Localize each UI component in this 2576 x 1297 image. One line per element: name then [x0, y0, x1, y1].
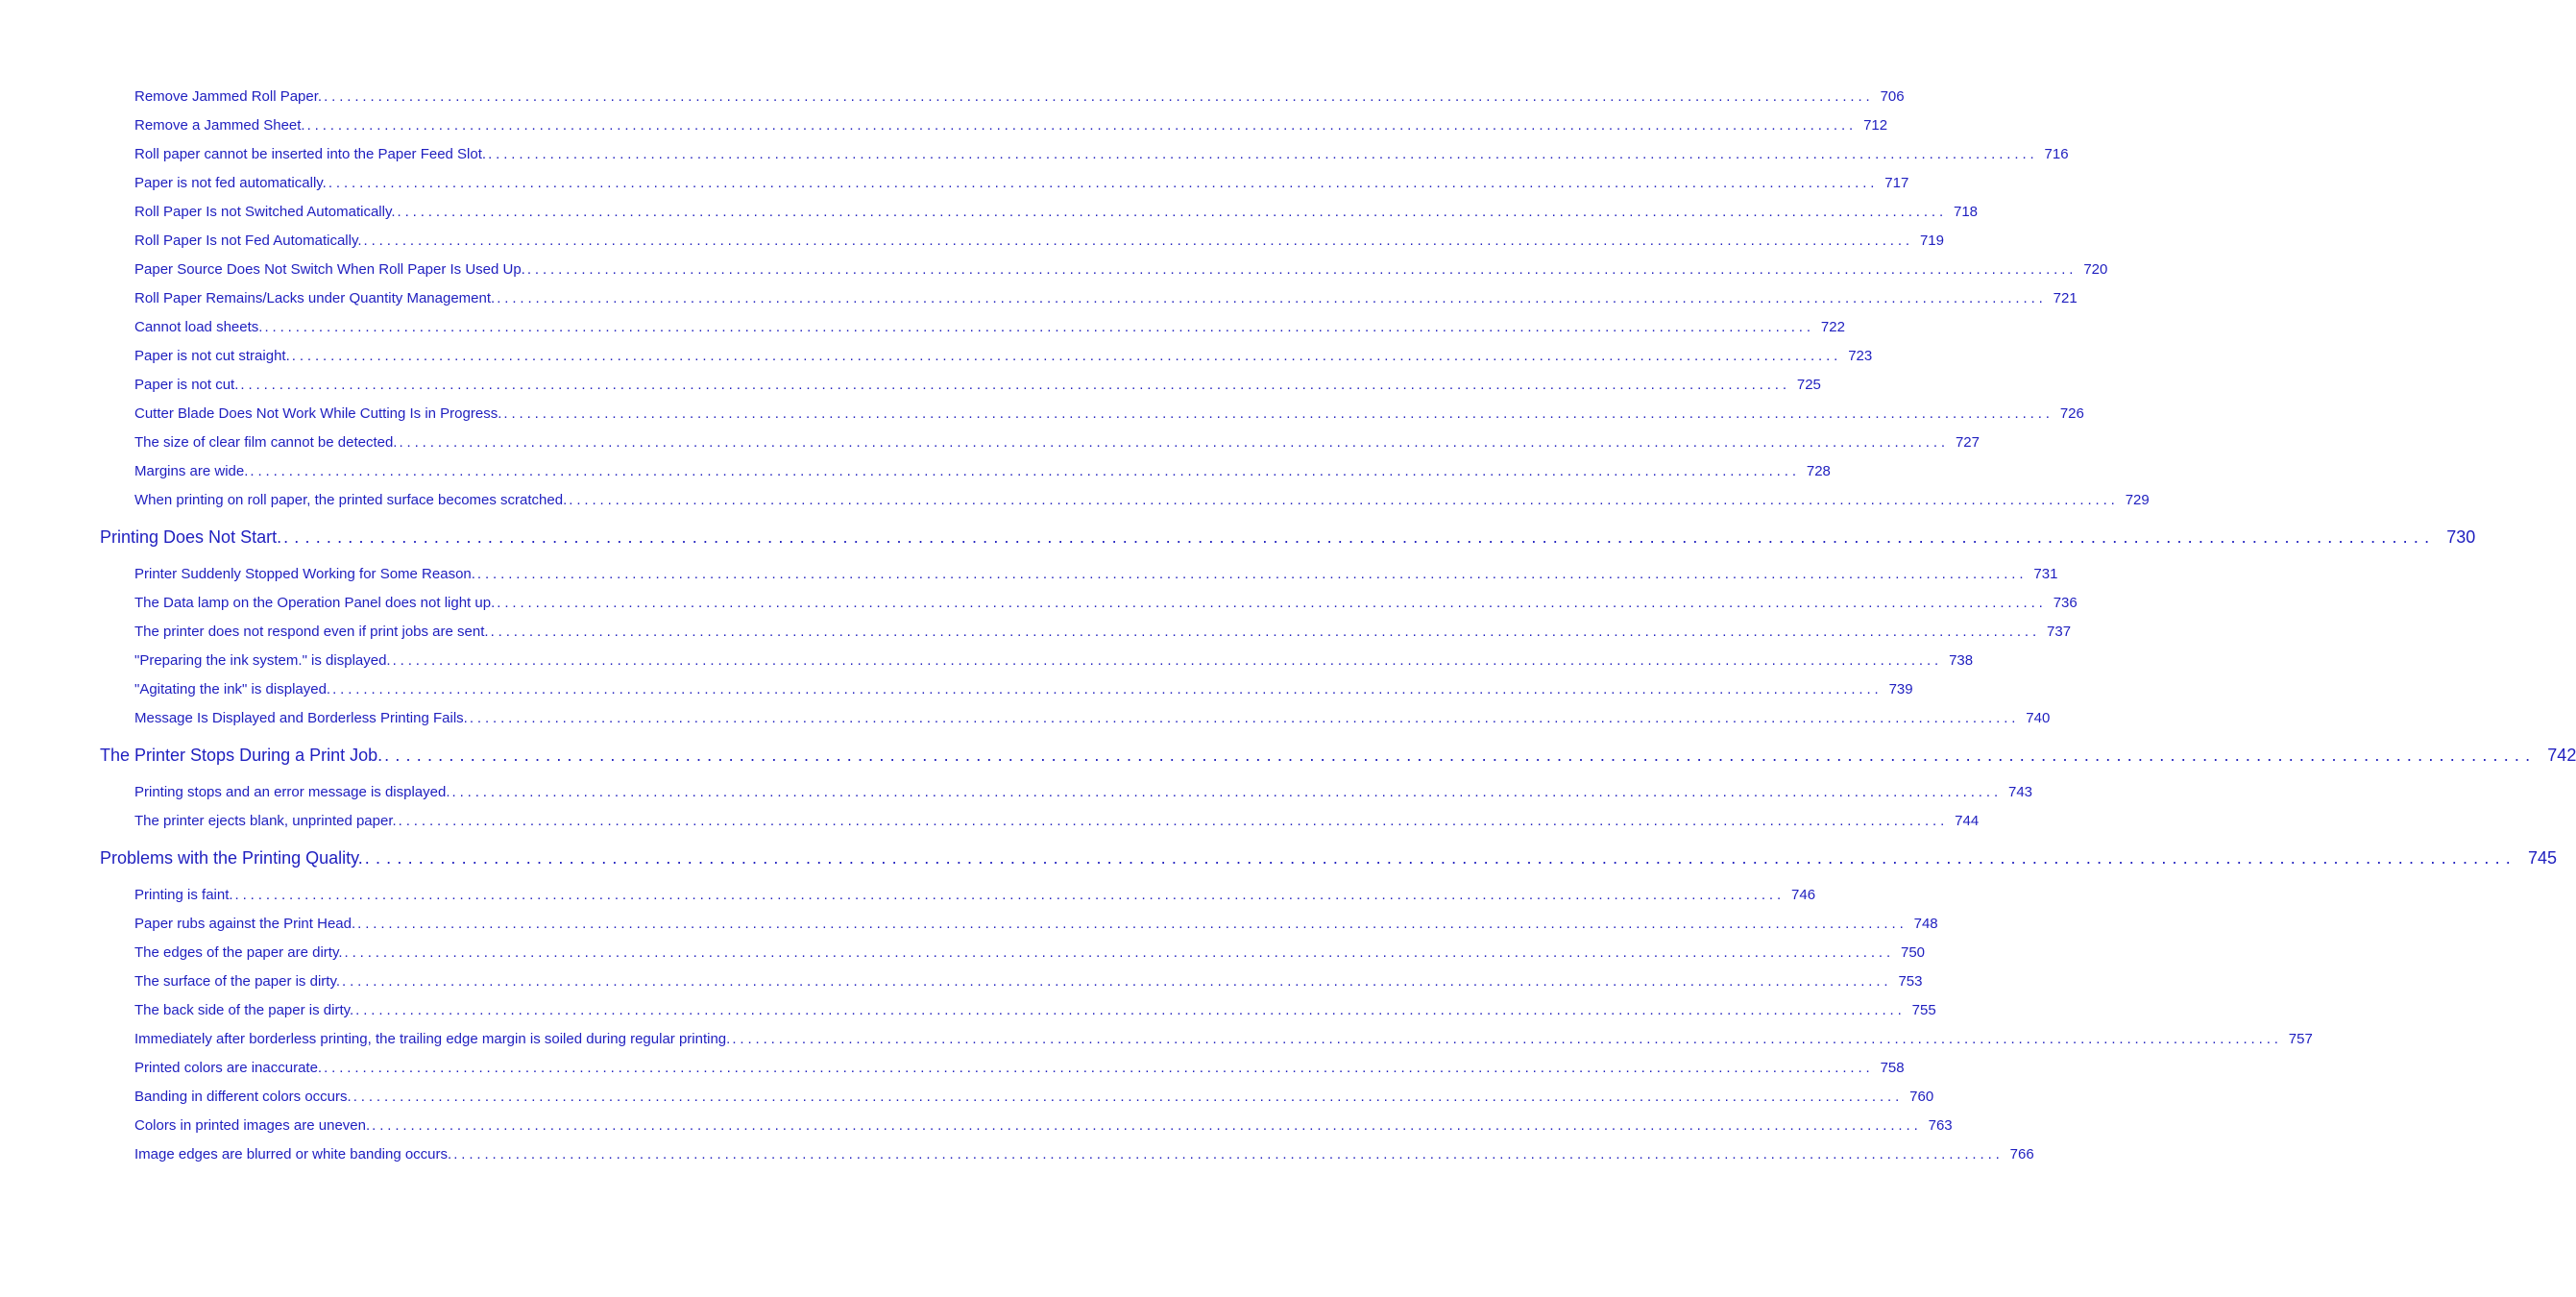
- toc-entry-title: The edges of the paper are dirty.: [134, 944, 343, 961]
- toc-page-number: 722: [1820, 319, 1845, 335]
- toc-page-number: 748: [1913, 916, 1938, 932]
- toc-entry-link[interactable]: [134, 704, 2051, 733]
- dot-leader: ........................................................................................................................................................................................................: [384, 746, 2537, 765]
- toc-page-number: 758: [1880, 1060, 1905, 1076]
- dot-leader: ........................................................................................................................................................................................................: [364, 848, 2516, 868]
- toc-entry-title: The back side of the paper is dirty.: [134, 1002, 354, 1018]
- dot-leader: ........................................................................................................................................................................................................: [250, 463, 1800, 479]
- toc-entry-link[interactable]: [134, 457, 1831, 486]
- toc-page-number: 738: [1949, 652, 1974, 669]
- toc-entry-link[interactable]: [134, 618, 2072, 647]
- toc-entry-link[interactable]: [134, 1112, 1953, 1140]
- toc-entry-title: Printing stops and an error message is displayed.: [134, 784, 450, 800]
- toc-entry-title: The surface of the paper is dirty.: [134, 973, 340, 990]
- toc-page-number: 737: [2047, 624, 2072, 640]
- dot-leader: ........................................................................................................................................................................................................: [503, 405, 2054, 422]
- dot-leader: ........................................................................................................................................................................................................: [490, 624, 2041, 640]
- toc-page-number: 718: [1954, 204, 1979, 220]
- dot-leader: ........................................................................................................................................................................................................: [476, 566, 2028, 582]
- toc-entry-title: The printer ejects blank, unprinted paper.: [134, 813, 397, 829]
- toc-entry-link[interactable]: [134, 198, 1979, 227]
- dot-leader: ........................................................................................................................................................................................................: [324, 88, 1874, 105]
- toc-entry-title: Printer Suddenly Stopped Working for Some Reason.: [134, 566, 475, 582]
- dot-leader: ........................................................................................................................................................................................................: [497, 290, 2047, 306]
- toc-entry-title: Paper is not fed automatically.: [134, 175, 327, 191]
- toc-page-number: 739: [1888, 681, 1913, 697]
- toc-entry-link[interactable]: [134, 169, 1909, 198]
- toc-section-link[interactable]: [100, 737, 2576, 773]
- toc-entry-link[interactable]: [134, 111, 1888, 140]
- dot-leader: ........................................................................................................................................................................................................: [399, 434, 1949, 451]
- dot-leader: ........................................................................................................................................................................................................: [372, 1117, 1922, 1134]
- dot-leader: ........................................................................................................................................................................................................: [363, 232, 1913, 249]
- toc-page-number: 729: [2125, 492, 2150, 508]
- toc-entry-title: Paper is not cut.: [134, 377, 239, 393]
- toc-entry-title: Roll Paper Is not Switched Automatically.: [134, 204, 396, 220]
- toc-entry-link[interactable]: [134, 284, 2078, 313]
- toc-entry-title: The size of clear film cannot be detected.: [134, 434, 398, 451]
- dot-leader: ........................................................................................................................................................................................................: [355, 1002, 1906, 1018]
- toc-entry-title: Roll paper cannot be inserted into the Paper Feed Slot.: [134, 146, 487, 162]
- toc-page-number: 726: [2059, 405, 2084, 422]
- toc-entry-link[interactable]: [134, 486, 2150, 515]
- toc-entry-link[interactable]: [134, 371, 1821, 400]
- dot-leader: ........................................................................................................................................................................................................: [569, 492, 2119, 508]
- toc-entry-link[interactable]: [134, 807, 1980, 836]
- toc-page-number: 746: [1791, 887, 1816, 903]
- toc-entry-title: Printing is faint.: [134, 887, 233, 903]
- dot-leader: ........................................................................................................................................................................................................: [306, 117, 1858, 134]
- dot-leader: ........................................................................................................................................................................................................: [526, 261, 2078, 278]
- dot-leader: ........................................................................................................................................................................................................: [397, 204, 1948, 220]
- toc-page-number: 745: [2527, 848, 2557, 868]
- toc-entry-link[interactable]: [134, 1025, 2313, 1054]
- toc-page-number: 740: [2026, 710, 2051, 726]
- toc-entry-link[interactable]: [134, 140, 2069, 169]
- toc-entry-link[interactable]: [134, 647, 1974, 675]
- toc-entry-title: Roll Paper Remains/Lacks under Quantity Management.: [134, 290, 496, 306]
- toc-entry-title: Printing Does Not Start.: [100, 527, 282, 547]
- toc-entry-title: The Data lamp on the Operation Panel does not light up.: [134, 595, 496, 611]
- table-of-contents: [100, 83, 2576, 1169]
- dot-leader: ........................................................................................................................................................................................................: [234, 887, 1786, 903]
- dot-leader: ........................................................................................................................................................................................................: [451, 784, 2003, 800]
- toc-entry-title: Problems with the Printing Quality.: [100, 848, 363, 868]
- toc-page-number: 721: [2053, 290, 2078, 306]
- toc-entry-link[interactable]: [134, 1083, 1934, 1112]
- toc-page-number: 760: [1909, 1089, 1934, 1105]
- toc-entry-link[interactable]: [134, 400, 2084, 428]
- toc-entry-title: Cutter Blade Does Not Work While Cutting Is in Progress.: [134, 405, 502, 422]
- toc-page-number: 742: [2547, 746, 2576, 765]
- toc-page-number: 744: [1955, 813, 1980, 829]
- toc-page-number: 712: [1863, 117, 1888, 134]
- toc-entry-link[interactable]: [134, 560, 2058, 589]
- toc-entry-title: Remove a Jammed Sheet.: [134, 117, 305, 134]
- dot-leader: ........................................................................................................................................................................................................: [732, 1031, 2282, 1047]
- toc-entry-link[interactable]: [134, 256, 2108, 284]
- toc-page-number: 750: [1901, 944, 1926, 961]
- toc-page-number: 716: [2044, 146, 2069, 162]
- toc-page-number: 736: [2053, 595, 2078, 611]
- dot-leader: ........................................................................................................................................................................................................: [291, 348, 1842, 364]
- toc-entry-link[interactable]: [134, 910, 1938, 939]
- dot-leader: ........................................................................................................................................................................................................: [324, 1060, 1874, 1076]
- toc-entry-title: Immediately after borderless printing, the trailing edge margin is soiled during regular printing.: [134, 1031, 731, 1047]
- toc-entry-title: The printer does not respond even if print jobs are sent.: [134, 624, 489, 640]
- dot-leader: ........................................................................................................................................................................................................: [352, 1089, 1904, 1105]
- toc-page-number: 723: [1848, 348, 1873, 364]
- toc-entry-title: Colors in printed images are uneven.: [134, 1117, 371, 1134]
- toc-entry-title: Banding in different colors occurs.: [134, 1089, 352, 1105]
- toc-entry-title: Image edges are blurred or white banding occurs.: [134, 1146, 452, 1162]
- dot-leader: ........................................................................................................................................................................................................: [392, 652, 1943, 669]
- dot-leader: ........................................................................................................................................................................................................: [469, 710, 2020, 726]
- dot-leader: ........................................................................................................................................................................................................: [497, 595, 2047, 611]
- dot-leader: ........................................................................................................................................................................................................: [342, 973, 1892, 990]
- toc-entry-link[interactable]: [134, 1054, 1905, 1083]
- toc-page-number: 725: [1796, 377, 1821, 393]
- toc-entry-link[interactable]: [134, 675, 1913, 704]
- toc-entry-title: Paper is not cut straight.: [134, 348, 290, 364]
- toc-entry-link[interactable]: [134, 342, 1873, 371]
- dot-leader: ........................................................................................................................................................................................................: [283, 527, 2436, 547]
- toc-entry-link[interactable]: [134, 939, 1926, 967]
- toc-page-number: 717: [1884, 175, 1909, 191]
- toc-entry-link[interactable]: [134, 428, 1980, 457]
- toc-entry-title: When printing on roll paper, the printed surface becomes scratched.: [134, 492, 568, 508]
- toc-entry-title: Paper Source Does Not Switch When Roll Paper Is Used Up.: [134, 261, 525, 278]
- toc-page-number: 755: [1911, 1002, 1936, 1018]
- toc-entry-link[interactable]: [134, 967, 1923, 996]
- dot-leader: ........................................................................................................................................................................................................: [240, 377, 1790, 393]
- toc-page-number: 757: [2288, 1031, 2313, 1047]
- dot-leader: ........................................................................................................................................................................................................: [488, 146, 2038, 162]
- toc-page-number: 730: [2446, 527, 2476, 547]
- dot-leader: ........................................................................................................................................................................................................: [357, 916, 1908, 932]
- toc-page-number: 753: [1898, 973, 1923, 990]
- toc-entry-title: Paper rubs against the Print Head.: [134, 916, 356, 932]
- toc-entry-link[interactable]: [134, 996, 1936, 1025]
- dot-leader: ........................................................................................................................................................................................................: [264, 319, 1814, 335]
- dot-leader: ........................................................................................................................................................................................................: [332, 681, 1883, 697]
- toc-section-link[interactable]: [100, 519, 2476, 555]
- toc-entry-title: The Printer Stops During a Print Job.: [100, 746, 383, 765]
- toc-page-number: 766: [2009, 1146, 2034, 1162]
- toc-page-number: 763: [1928, 1117, 1953, 1134]
- toc-page-number: 728: [1806, 463, 1831, 479]
- toc-page-number: 706: [1880, 88, 1905, 105]
- toc-entry-title: Roll Paper Is not Fed Automatically.: [134, 232, 362, 249]
- toc-page-number: 719: [1919, 232, 1944, 249]
- toc-entry-title: Remove Jammed Roll Paper.: [134, 88, 323, 105]
- dot-leader: ........................................................................................................................................................................................................: [344, 944, 1895, 961]
- toc-entry-title: Printed colors are inaccurate.: [134, 1060, 323, 1076]
- dot-leader: ........................................................................................................................................................................................................: [453, 1146, 2004, 1162]
- toc-entry-link[interactable]: [134, 313, 1845, 342]
- toc-entry-link[interactable]: [134, 83, 1905, 111]
- toc-entry-title: "Preparing the ink system." is displayed.: [134, 652, 391, 669]
- toc-entry-link[interactable]: [134, 227, 1944, 256]
- toc-entry-title: Margins are wide.: [134, 463, 249, 479]
- toc-page-number: 727: [1955, 434, 1980, 451]
- toc-entry-title: Cannot load sheets.: [134, 319, 263, 335]
- toc-page-number: 720: [2083, 261, 2108, 278]
- toc-page-number: 731: [2033, 566, 2058, 582]
- toc-entry-link[interactable]: [134, 778, 2033, 807]
- toc-entry-title: Message Is Displayed and Borderless Printing Fails.: [134, 710, 468, 726]
- toc-section-link[interactable]: [100, 840, 2557, 876]
- toc-page-number: 743: [2007, 784, 2033, 800]
- toc-entry-link[interactable]: [134, 881, 1816, 910]
- toc-entry-title: "Agitating the ink" is displayed.: [134, 681, 331, 697]
- toc-entry-link[interactable]: [134, 589, 2078, 618]
- dot-leader: ........................................................................................................................................................................................................: [398, 813, 1949, 829]
- dot-leader: ........................................................................................................................................................................................................: [328, 175, 1879, 191]
- toc-entry-link[interactable]: [134, 1140, 2034, 1169]
